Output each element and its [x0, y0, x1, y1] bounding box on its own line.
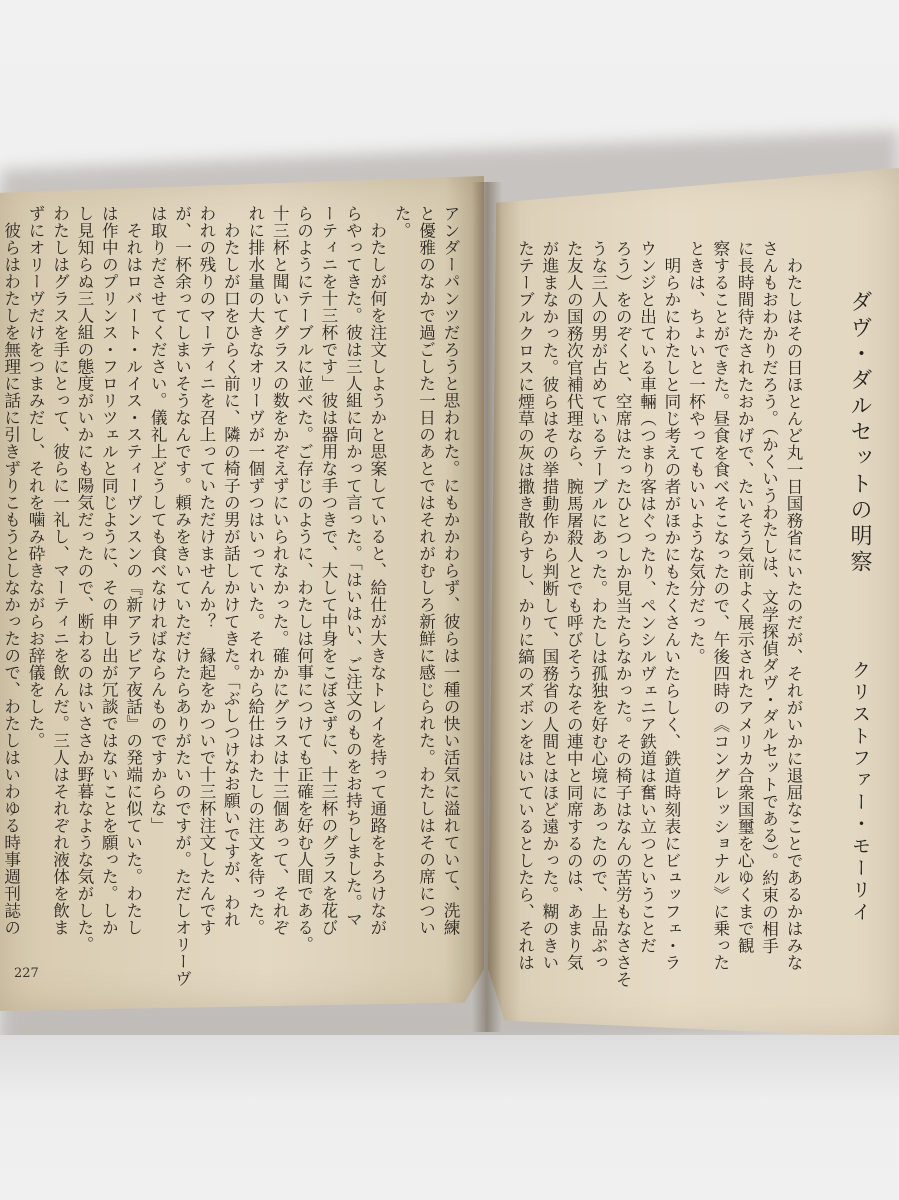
text-line: わたしが何を注文しようかと思案していると、給仕が大きなトレイを持って通路をよろけなが: [367, 205, 387, 936]
text-line: わたしが口をひらく前に、隣の椅子の男が話しかけてきた。「ぶしつけなお願いですが、われ: [221, 205, 241, 928]
text-line: ーティニを十三杯です」彼は器用な手つきで、大して中身をこぼさずに、十三杯のグラスを花び: [318, 205, 338, 936]
text-line: ウンジと出ている車輛（つまり客はぐったり、ペンシルヴェニア鉄道は奮い立つということだ: [637, 240, 657, 954]
text-line: らのようにテーブルに並べた。ご存じのように、わたしは何事につけても正確を好む人間である。: [294, 205, 314, 953]
text-line: ときは、ちょいと一杯やってもいいような気分だった。: [686, 240, 706, 665]
text-line: と優雅のなかで過ごした一日のあとではそれがむしろ新鮮に感じられた。わたしはその席につい: [416, 205, 436, 936]
text-line: 明らかにわたしと同じ考えの者がほかにもたくさんいたらしく、鉄道時刻表にビュッフェ・ラ: [661, 240, 681, 971]
text-line: われの残りのマーティニを召上っていただけませんか？ 縁起をかついで十三杯注文したんです: [196, 205, 216, 936]
text-line: が進まなかった。彼らはその挙措動作から判断して、国務省の人間とはほど遠かった。糊のきい: [539, 240, 559, 971]
text-line: が、一杯余ってしまいそうなんです。頼みをきいていただけたらありがたいのですが。ただしオリーヴ: [172, 205, 192, 987]
page-number: 227: [14, 966, 39, 981]
book-gutter: [472, 182, 502, 1032]
text-line: た友人の国務次官補代理なら、腕馬屠殺人とでも呼びそうなその連中と同席するのは、あまり気: [564, 240, 584, 971]
text-line: ろう）をのぞくと、空席はたったひとつしか見当たらなかった。その椅子はなんの苦労もなささそ: [613, 240, 633, 988]
text-line: さんもおわかりだろう。（かくいうわたしは、文学探偵ダヴ・ダルセットである）。約束の相手: [759, 240, 779, 955]
text-line: ずにオリーヴだけをつまみだし、それを噛み砕きながらお辞儀をした。: [26, 205, 46, 749]
text-line: わたしはグラスを手にとって、彼らに一礼し、マーティニを飲んだ。三人はそれぞれ液体を飲ま: [50, 205, 70, 936]
text-line: は作中のプリンス・フロリツェルと同じように、その申し出が冗談ではないことを願った。しか: [99, 205, 119, 936]
text-line: た。: [392, 205, 412, 239]
text-line: は取りださせてください。儀礼上どうしても食べなければならんものですからな」: [148, 205, 168, 834]
table-surface: [0, 1035, 899, 1200]
text-line: それはロバート・ルイス・スティーヴンスンの『新アラビア夜話』の発端に似ていた。わたし: [123, 205, 143, 936]
right-page-body-text: [500, 240, 805, 1010]
text-line: 彼らはわたしを無理に話に引きずりこもうとしなかったので、わたしはいわゆる時事週刊誌の: [1, 205, 21, 936]
text-line: アンダーパンツだろうと思われた。にもかかわらず、彼らは一種の快い活気に溢れていて、洗練: [441, 205, 460, 936]
text-line: 察することができた。昼食を食べそこなったので、午後四時の《コングレッショナル》に乗った: [710, 240, 730, 971]
text-line: 十三杯と聞いてグラスの数をかぞえずにいられなかった。確かにグラスは十三個あって、それぞ: [270, 205, 290, 936]
text-line: に長時間待たされたおかげで、たいそう気前よく展示されたアメリカ合衆国璽を心ゆくまで観: [735, 240, 755, 954]
story-title: ダヴ・ダルセットの明察: [847, 290, 872, 576]
text-line: うな三人の男が占めているテーブルにあった。わたしは孤独を好む心境にあったので、上品ぶっ: [588, 240, 608, 971]
text-line: わたしはその日ほとんど丸一日国務省にいたのだが、それがいかに退屈なことであるかはみな: [784, 240, 803, 971]
story-author: クリストファー・モーリイ: [849, 660, 871, 924]
text-line: らやってきた。彼は三人組に向かって言った。「はいはい、ご注文のものをお持ちしました。マ: [343, 205, 363, 928]
text-line: れに排水量の大きなオリーヴが一個ずつはいっていた。それから給仕はわたしの注文を待った。: [245, 205, 265, 936]
text-line: し見知らぬ三人組の態度がいかにも陽気だったので、断わるのはいささか野暮なような気がした。: [74, 205, 94, 953]
text-line: たテーブルクロスに煙草の灰は撒き散らすし、かりに縞のズボンをはいているとしたら、それは: [515, 240, 535, 971]
